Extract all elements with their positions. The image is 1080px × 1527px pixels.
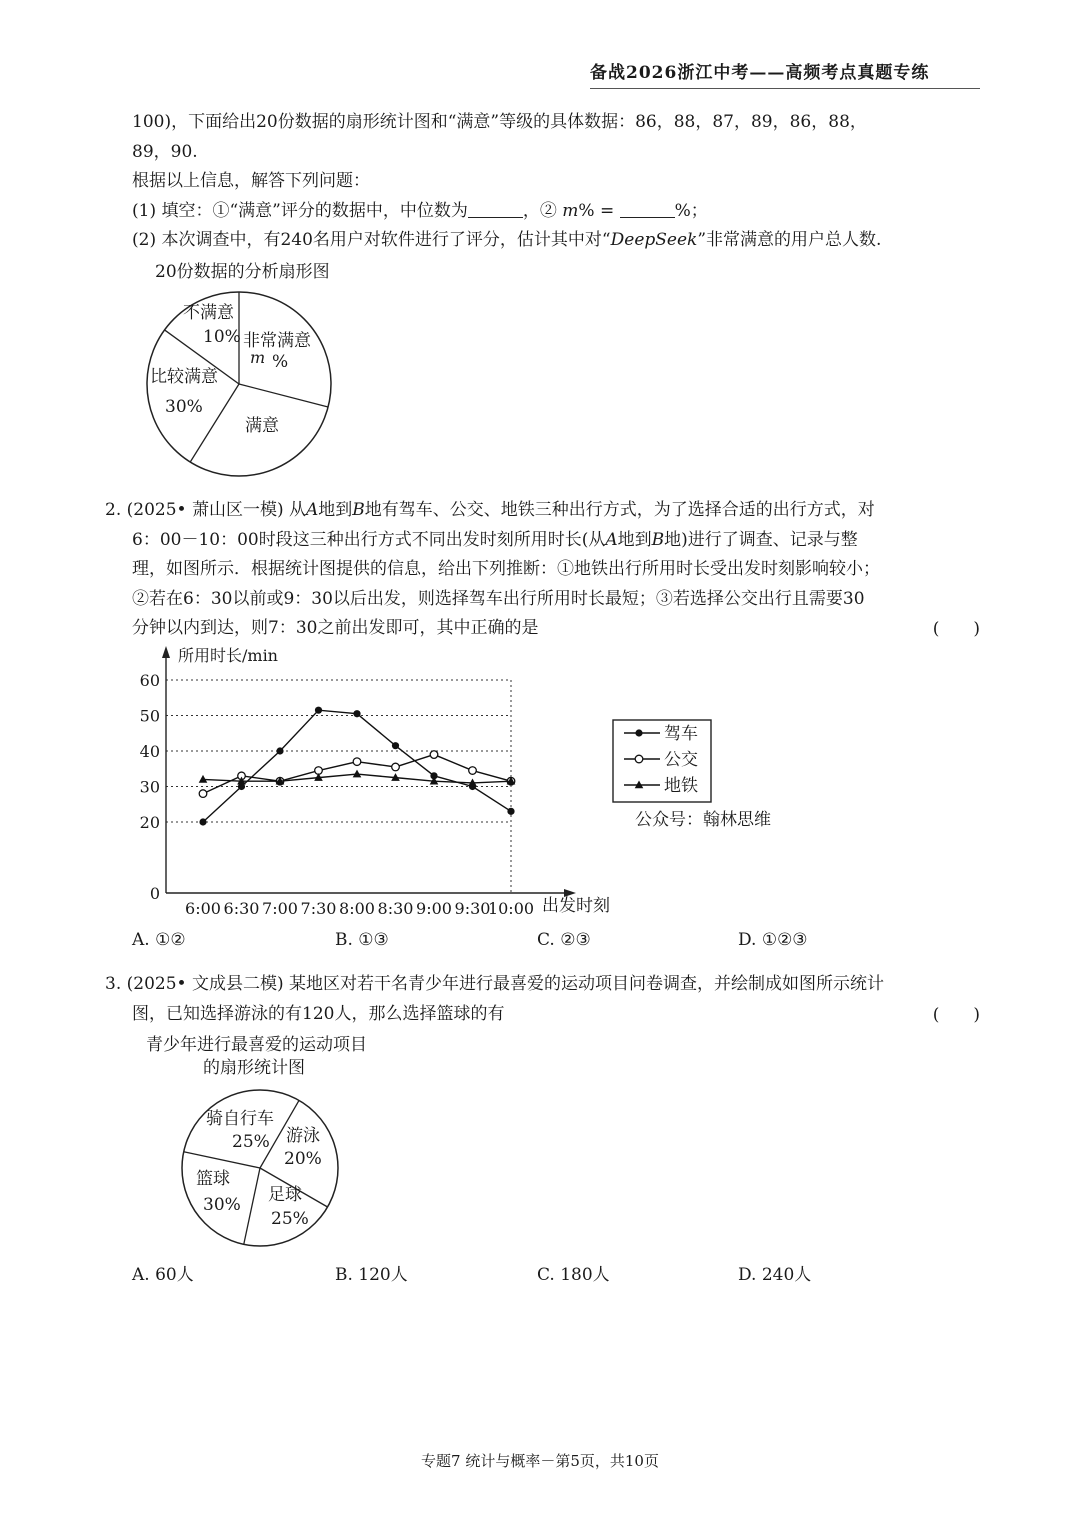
- q2-place-a: A: [306, 500, 319, 520]
- q2-option-a[interactable]: A. ①②: [132, 930, 186, 950]
- pie2-label-lan-pct: 30%: [203, 1195, 241, 1215]
- page-footer: 专题7 统计与概率－第5页，共10页: [421, 1452, 659, 1470]
- q2-place-b: B: [352, 500, 365, 520]
- q3-option-c[interactable]: C. 180人: [537, 1265, 610, 1285]
- q3-line1: 3. (2025• 文成县二模) 某地区对若干名青少年进行最喜爱的运动项目问卷调查，并绘制成如图所示统计: [105, 974, 884, 994]
- page-header: 备战2026浙江中考——高频考点真题专练: [590, 63, 930, 83]
- series-2-point-0: [199, 775, 208, 783]
- y-axis-label: 所用时长/min: [178, 646, 278, 665]
- x-tick-0: 6:00: [185, 899, 221, 918]
- q1-line2: 89，90.: [132, 141, 198, 162]
- pie1-label-bi: 比较满意: [150, 367, 218, 387]
- pie1-label-fei: 非常满意: [243, 331, 311, 351]
- series-1-point-6: [430, 751, 438, 759]
- y-tick-40: 40: [139, 742, 160, 761]
- y-axis-arrow: [162, 646, 170, 658]
- legend-marker-1: [635, 755, 643, 763]
- pie2-chart: [175, 1088, 345, 1248]
- x-axis-label: 出发时刻: [542, 896, 610, 916]
- pie2-title-line1: 青少年进行最喜爱的运动项目: [146, 1035, 367, 1055]
- y-tick-0: 0: [149, 884, 160, 903]
- pie1-divider-fei-man: [239, 384, 328, 407]
- q1-part2-deepseek: DeepSeek: [610, 230, 698, 250]
- q1-line3: 根据以上信息，解答下列问题：: [132, 171, 370, 191]
- series-0-point-2: [276, 747, 283, 754]
- q3-option-a[interactable]: A. 60人: [132, 1265, 194, 1285]
- q2-line1-c: 地有驾车、公交、地铁三种出行方式，为了选择合适的出行方式，对: [364, 500, 875, 520]
- watermark-text: 公众号：翰林思维: [635, 810, 771, 830]
- pie2-divider-3: [244, 1168, 260, 1244]
- line-chart-legend: [613, 720, 711, 802]
- q2-line2: [105, 526, 985, 556]
- pie1-title: 20份数据的分析扇形图: [155, 262, 330, 282]
- q2-line2-c: 地)进行了调查、记录与整: [664, 529, 858, 550]
- x-tick-5: 8:30: [377, 899, 414, 918]
- travel-time-line-chart: [130, 640, 790, 925]
- pie1-label-bu-pct: 10%: [203, 327, 241, 347]
- pie1-label-fei-m: m: [250, 348, 266, 367]
- pie1-label-fei-pct: %: [272, 352, 289, 372]
- q2-place-a2: A: [605, 529, 618, 550]
- series-0-point-5: [392, 742, 399, 749]
- legend-label-0: 驾车: [664, 724, 698, 744]
- q1-part1-sep: ，②: [522, 200, 563, 221]
- series-1-point-4: [353, 758, 361, 766]
- series-2-point-4: [353, 770, 362, 778]
- x-tick-2: 7:00: [262, 899, 298, 918]
- q2-option-b[interactable]: B. ①③: [335, 930, 389, 950]
- q2-answer-paren[interactable]: ( ): [932, 619, 980, 639]
- median-blank[interactable]: [468, 199, 523, 218]
- q2-line5: 分钟以内到达，则7：30之前出发即可，其中正确的是: [132, 618, 539, 638]
- q2-line1-b: 地到: [318, 500, 353, 520]
- q2-line3: 理，如图所示．根据统计图提供的信息，给出下列推断：①地铁出行所用时长受出发时刻影响较小；: [132, 559, 880, 579]
- q1-part2: [105, 226, 985, 256]
- x-tick-7: 9:30: [454, 899, 491, 918]
- question-1: [105, 108, 985, 256]
- pie2-divider-4: [184, 1152, 260, 1168]
- series-0-point-3: [315, 707, 322, 714]
- pie1-label-man: 满意: [245, 416, 279, 436]
- pie2-label-zu: 足球: [268, 1185, 302, 1205]
- q1-part1-m: m: [562, 200, 579, 221]
- series-0-point-0: [199, 818, 206, 825]
- q3-option-d[interactable]: D. 240人: [738, 1265, 812, 1285]
- pie2-label-you-pct: 20%: [284, 1149, 322, 1169]
- q2-option-d[interactable]: D. ①②③: [738, 930, 808, 950]
- x-tick-6: 9:00: [416, 899, 452, 918]
- series-1-point-5: [392, 763, 400, 771]
- header-rule: [590, 88, 980, 89]
- m-blank[interactable]: [620, 199, 675, 218]
- line-chart-axes: [162, 646, 576, 897]
- q2-place-b2: B: [651, 529, 665, 550]
- q3-option-b[interactable]: B. 120人: [335, 1265, 408, 1285]
- x-tick-1: 6:30: [223, 899, 260, 918]
- y-tick-20: 20: [139, 813, 160, 832]
- q1-part1-text: (1) 填空：①“满意”评分的数据中，中位数为: [132, 200, 468, 221]
- question-2: [105, 496, 985, 644]
- y-tick-50: 50: [139, 706, 160, 726]
- y-tick-30: 30: [139, 777, 160, 797]
- pie1-label-bi-pct: 30%: [165, 397, 203, 417]
- pie2-title-line2: 的扇形统计图: [203, 1058, 305, 1078]
- q2-line1-a: 2. (2025• 萧山区一模) 从: [105, 500, 306, 520]
- pie2-label-zu-pct: 25%: [271, 1209, 309, 1229]
- x-tick-4: 8:00: [339, 899, 375, 918]
- q1-part2-end: ”非常满意的用户总人数.: [697, 230, 882, 250]
- q2-line2-b: 地到: [617, 529, 652, 550]
- q1-part1-end: %；: [674, 200, 708, 221]
- series-1-point-0: [199, 790, 207, 798]
- q1-part1-eq: % =: [578, 200, 620, 221]
- pie2-label-qi-pct: 25%: [232, 1132, 270, 1152]
- q1-part1: [105, 197, 985, 227]
- series-1-point-7: [469, 767, 477, 775]
- pie1-chart: [140, 285, 340, 485]
- pie2-label-qi: 骑自行车: [206, 1109, 274, 1129]
- question-3: [105, 970, 985, 1029]
- y-tick-60: 60: [139, 671, 160, 690]
- series-0-point-4: [353, 710, 360, 717]
- legend-label-2: 地铁: [664, 776, 698, 796]
- q2-line1: [105, 496, 985, 526]
- q1-line1: 100)，下面给出20份数据的扇形统计图和“满意”等级的具体数据：86，88，87，89，86，88，: [132, 112, 867, 132]
- q3-line2: 图，已知选择游泳的有120人，那么选择篮球的有: [132, 1003, 505, 1024]
- x-tick-8: 10:00: [487, 899, 535, 918]
- q2-line4: ②若在6：30以前或9：30以后出发，则选择驾车出行所用时长最短；③若选择公交出行且需要30: [132, 588, 865, 609]
- series-0-point-8: [507, 808, 514, 815]
- q1-part2-text: (2) 本次调查中，有240名用户对软件进行了评分，估计其中对“: [132, 230, 611, 250]
- pie2-label-you: 游泳: [286, 1126, 320, 1146]
- legend-marker-0: [635, 729, 642, 736]
- pie2-label-lan: 篮球: [196, 1169, 230, 1189]
- line-chart-series: [199, 707, 516, 826]
- q2-line2-a: 6：00－10：00时段这三种出行方式不同出发时刻所用时长(从: [132, 529, 606, 550]
- pie1-divider-man-bi: [190, 384, 239, 462]
- legend-label-1: 公交: [664, 750, 698, 770]
- q3-answer-paren[interactable]: ( ): [932, 1005, 980, 1025]
- pie1-label-bu: 不满意: [183, 303, 234, 323]
- q2-option-c[interactable]: C. ②③: [537, 930, 591, 950]
- x-tick-3: 7:30: [300, 899, 337, 918]
